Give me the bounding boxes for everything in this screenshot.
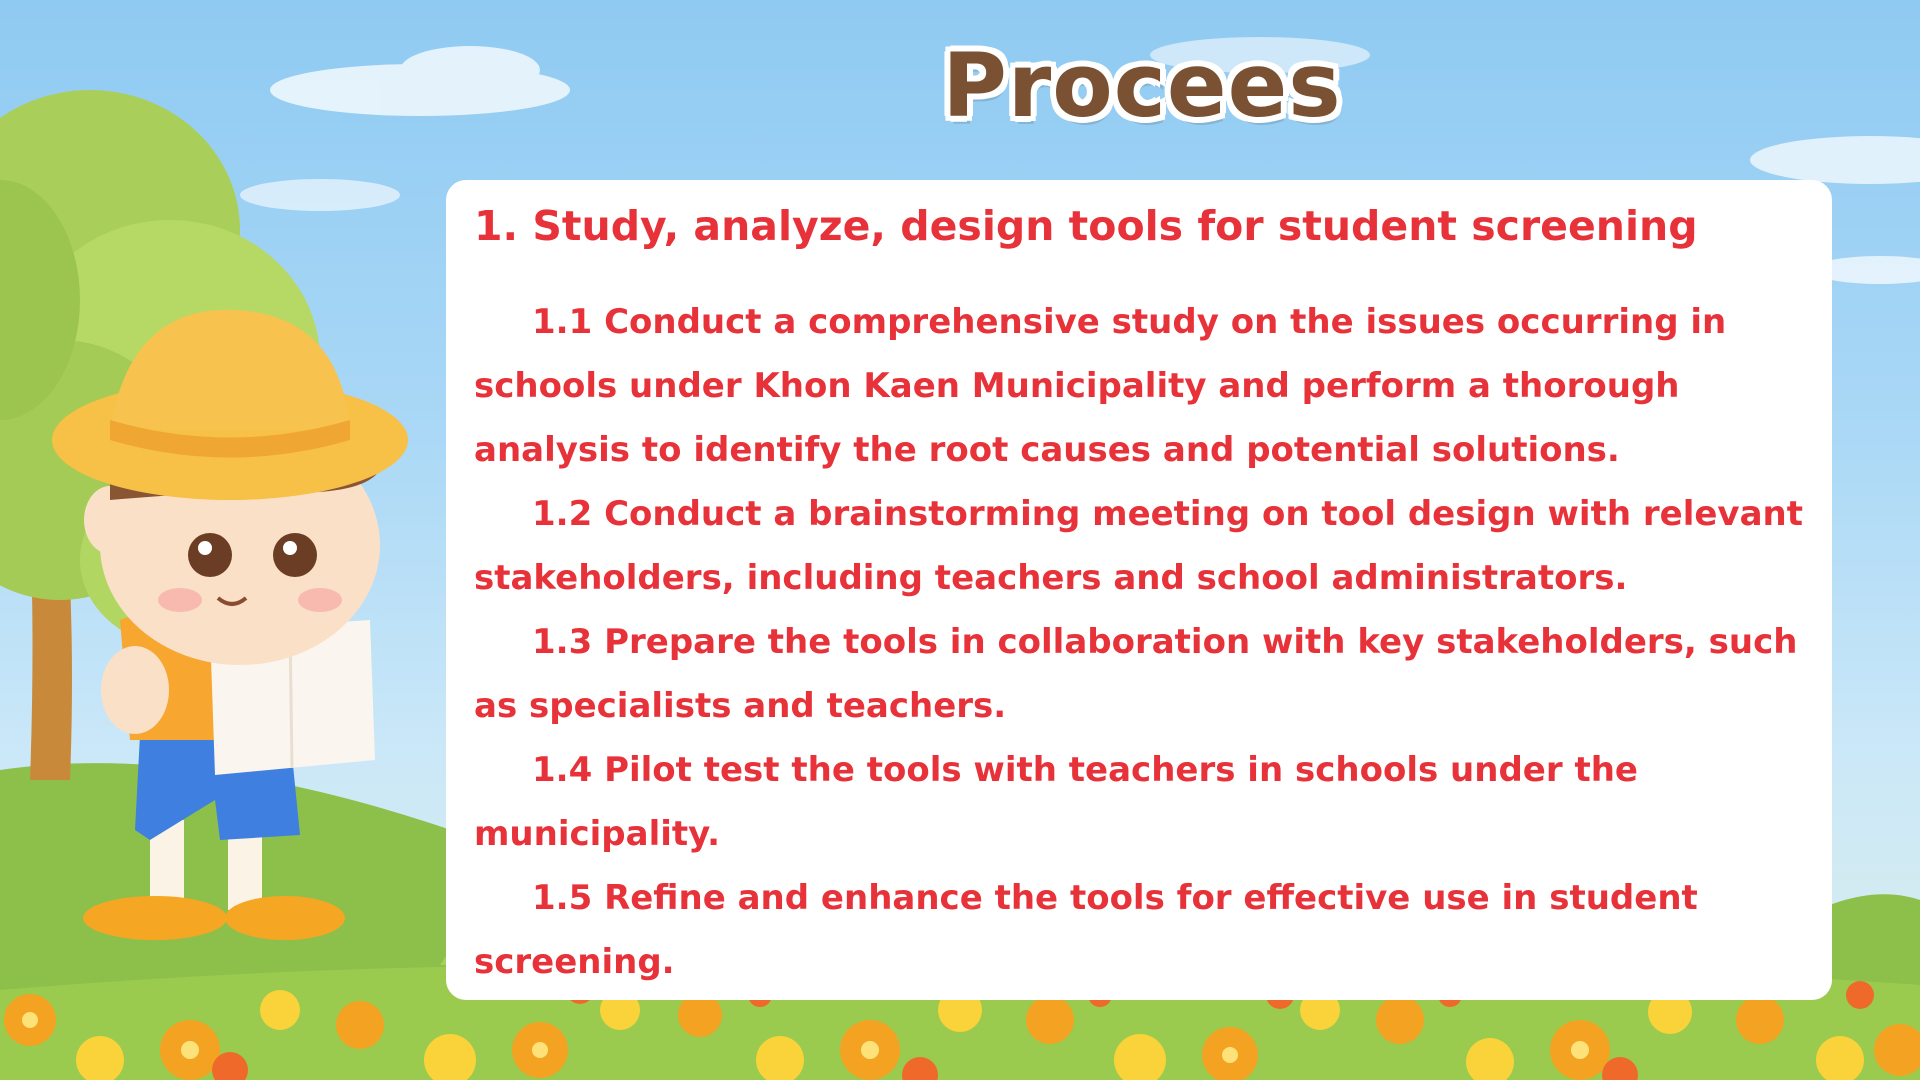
section-heading: 1. Study, analyze, design tools for student screening [474, 202, 1698, 250]
item-5-line-2: screening. [474, 942, 675, 982]
item-1-line-2: schools under Khon Kaen Municipality and perform a thorough [474, 366, 1680, 406]
item-1-line-1: 1.1 Conduct a comprehensive study on the issues occurring in [532, 302, 1727, 342]
item-2-line-2: stakeholders, including teachers and school administrators. [474, 558, 1628, 598]
item-3-line-1: 1.3 Prepare the tools in collaboration with key stakeholders, such [532, 622, 1798, 662]
cloud-left [270, 46, 570, 116]
item-5-line-1: 1.5 Refine and enhance the tools for effective use in student [532, 878, 1698, 918]
item-4-line-2: municipality. [474, 814, 721, 854]
cloud-small [240, 179, 400, 211]
process-list [474, 290, 1814, 994]
item-2-line-1: 1.2 Conduct a brainstorming meeting on tool design with relevant [532, 494, 1803, 534]
item-1-line-3: analysis to identify the root causes and potential solutions. [474, 430, 1620, 470]
item-3-line-2: as specialists and teachers. [474, 686, 1007, 726]
slide-title: Procees [942, 33, 1342, 137]
item-4-line-1: 1.4 Pilot test the tools with teachers in schools under the [532, 750, 1638, 790]
